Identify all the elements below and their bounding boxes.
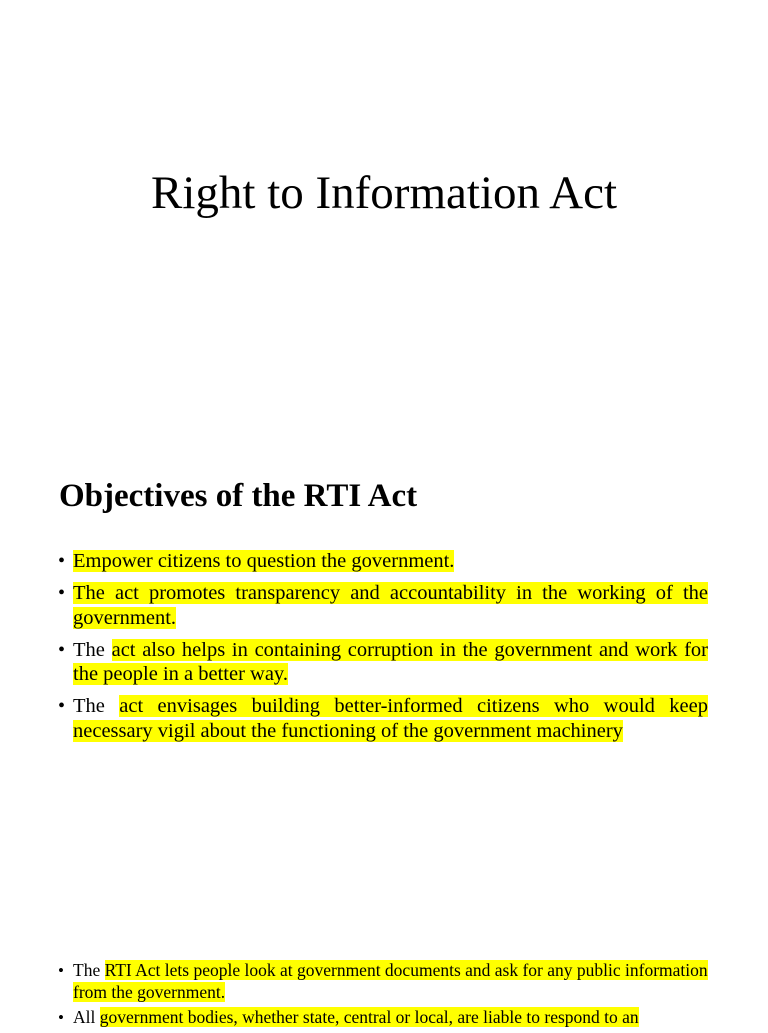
bullet-text-highlighted: The act promotes transparency and accountability in the working of the government. <box>73 582 708 629</box>
slide-title: Right to Information Act <box>150 167 618 219</box>
bullet-text-highlighted: act envisages building better-informed citizens who would keep necessary vigil about the functioning of the government machinery <box>73 695 708 742</box>
list-item <box>58 581 708 630</box>
list-item <box>58 960 708 1003</box>
bullet-icon: • <box>58 638 66 661</box>
bullet-icon: • <box>58 582 66 604</box>
slide-heading: Objectives of the RTI Act <box>59 478 418 514</box>
bullet-text-highlighted: government bodies, whether state, central or local, are liable to respond to an <box>99 1007 639 1027</box>
bullet-text-plain: The <box>73 638 112 661</box>
bullet-text-plain: The <box>73 695 120 717</box>
bullet-icon: • <box>58 1008 64 1027</box>
objectives-slide <box>0 430 768 930</box>
bullet-text-highlighted: Empower citizens to question the government. <box>73 550 455 572</box>
list-item <box>58 1007 708 1029</box>
details-list <box>58 960 708 1033</box>
bullet-text-plain: The <box>73 960 105 980</box>
list-item <box>58 638 708 687</box>
bullet-text-highlighted: act also helps in containing corruption in the government and work for the people in a better way. <box>73 638 708 685</box>
objectives-list <box>58 549 708 751</box>
title-slide <box>0 0 768 430</box>
rti-details-slide <box>0 930 768 1027</box>
bullet-text-plain: All <box>73 1007 100 1027</box>
bullet-icon: • <box>58 695 66 717</box>
bullet-text-highlighted: RTI Act lets people look at government documents and ask for any public information from the government. <box>73 960 708 1002</box>
bullet-icon: • <box>58 550 66 572</box>
list-item <box>58 694 708 743</box>
list-item <box>58 549 708 574</box>
bullet-icon: • <box>58 961 64 980</box>
